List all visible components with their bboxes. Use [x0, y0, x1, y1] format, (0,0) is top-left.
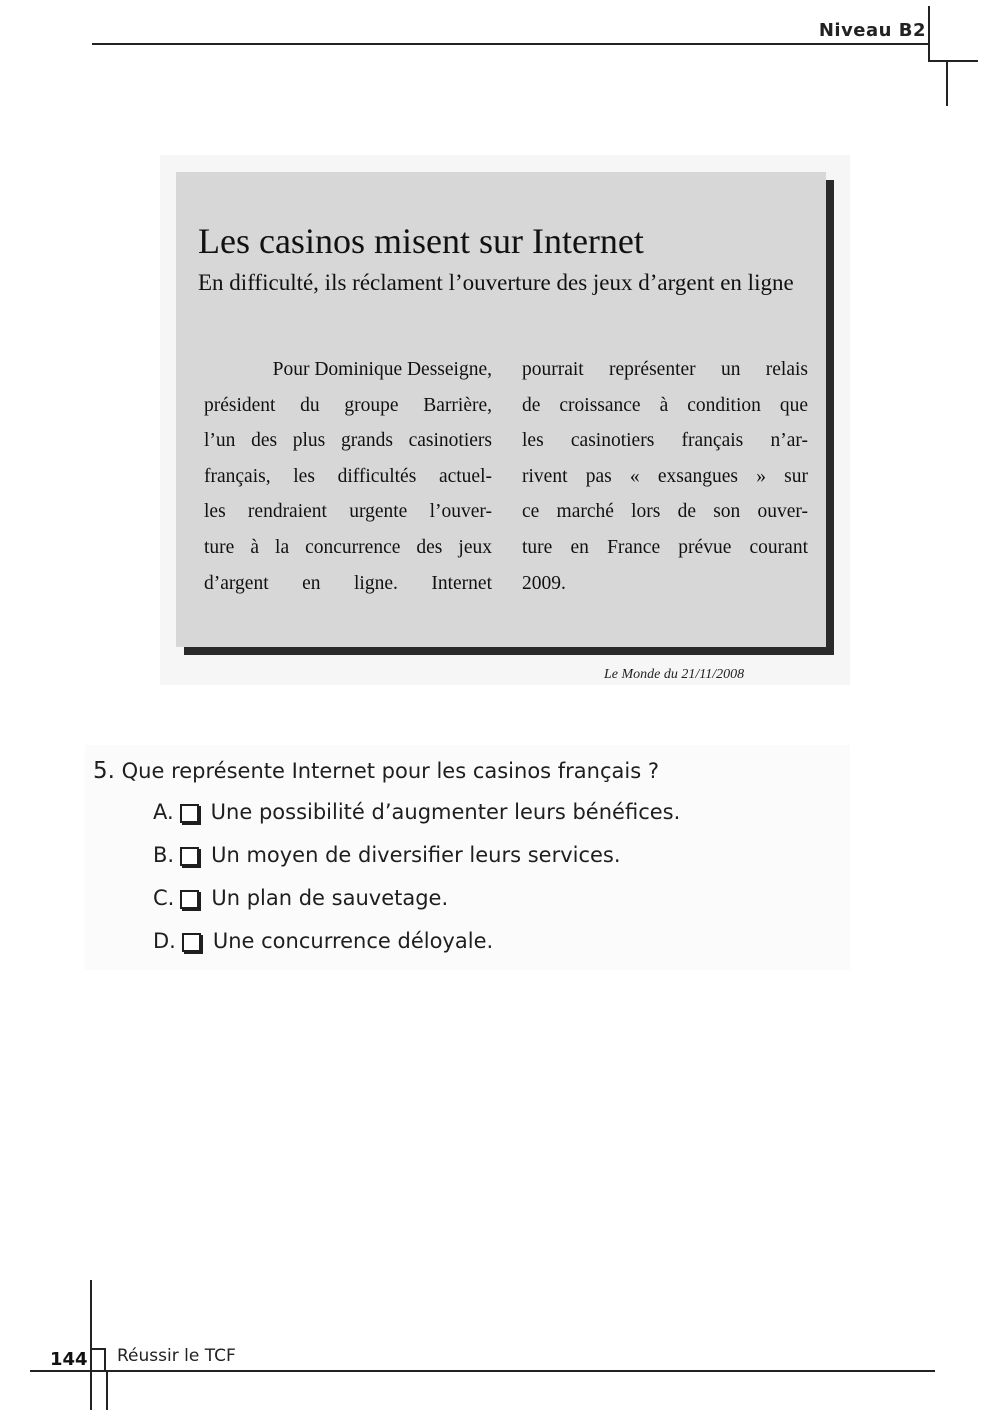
article-line: de croissance à condition que — [522, 394, 808, 416]
option-text: Une concurrence déloyale. — [212, 929, 494, 953]
corner-mark — [928, 60, 978, 62]
footer-rule — [30, 1370, 935, 1372]
question-label: Que représente Internet pour les casinos français ? — [121, 759, 659, 783]
article-line: ture en France prévue courant — [522, 536, 808, 558]
option-letter: B. — [153, 843, 175, 867]
level-label: Niveau B2 — [818, 20, 926, 41]
checkbox-icon[interactable] — [180, 890, 199, 909]
article-subtitle: En difficulté, ils réclament l’ouverture des jeux d’argent en ligne — [198, 270, 794, 295]
article-line: ce marché lors de son ouver- — [522, 501, 808, 523]
option-text: Un moyen de diversifier leurs services. — [211, 843, 621, 867]
article-line: les casinotiers français n’ar- — [522, 430, 808, 452]
answer-option-c[interactable] — [153, 886, 448, 910]
article-title: Les casinos misent sur Internet — [198, 221, 644, 261]
corner-mark — [946, 60, 948, 106]
article-line: français, les difficultés actuel- — [204, 465, 492, 487]
article-line: d’argent en ligne. Internet — [204, 572, 492, 594]
option-letter: A. — [153, 800, 174, 824]
checkbox-icon[interactable] — [180, 847, 199, 866]
footer-mark — [90, 1348, 106, 1370]
checkbox-icon[interactable] — [182, 933, 201, 952]
option-text: Un plan de sauvetage. — [211, 886, 449, 910]
question-text — [93, 758, 659, 784]
article-line: 2009. — [522, 572, 566, 594]
article-line: l’un des plus grands casinotiers — [204, 430, 492, 452]
article-column-right — [522, 352, 808, 601]
option-letter: C. — [153, 886, 175, 910]
article-line: rivent pas « exsangues » sur — [522, 465, 808, 487]
article-line: président du groupe Barrière, — [204, 394, 492, 416]
answer-option-b[interactable] — [153, 843, 621, 867]
article-line: les rendraient urgente l’ouver- — [204, 501, 492, 523]
article-line: ture à la concurrence des jeux — [204, 536, 492, 558]
footer-mark — [90, 1280, 92, 1410]
article-line: Pour Dominique Desseigne, — [272, 359, 492, 380]
article-line: pourrait représenter un relais — [522, 359, 808, 380]
book-title: Réussir le TCF — [117, 1346, 236, 1366]
checkbox-icon[interactable] — [180, 804, 199, 823]
option-letter: D. — [153, 929, 176, 953]
article-column-left — [204, 352, 492, 601]
footer-mark — [106, 1370, 108, 1410]
corner-mark — [928, 6, 930, 62]
article-box — [176, 172, 826, 647]
answer-option-d[interactable] — [153, 929, 493, 953]
question-number: 5. — [93, 758, 115, 784]
answer-option-a[interactable] — [153, 800, 680, 824]
page-number: 144 — [50, 1349, 88, 1370]
article-source: Le Monde du 21/11/2008 — [604, 667, 745, 682]
option-text: Une possibilité d’augmenter leurs bénéfices. — [210, 800, 681, 824]
header-rule — [92, 43, 928, 45]
